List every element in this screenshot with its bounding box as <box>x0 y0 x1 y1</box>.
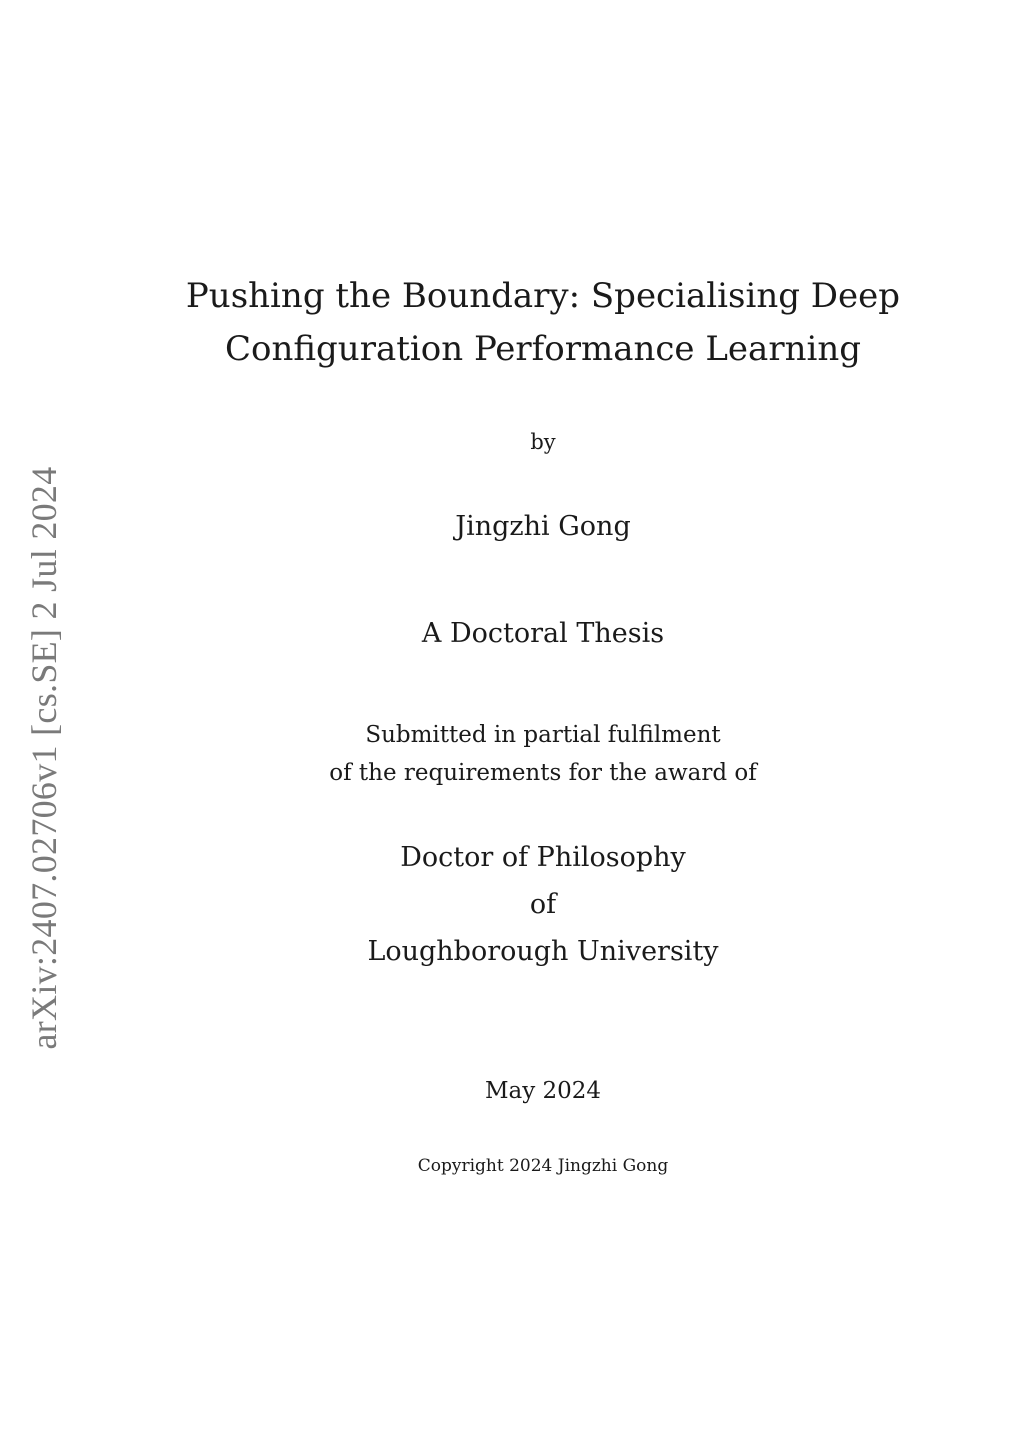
title-line-1: Pushing the Boundary: Specialising Deep <box>185 276 901 316</box>
degree-of: of <box>529 889 557 920</box>
thesis-title <box>180 270 906 376</box>
submission-date: May 2024 <box>484 1078 602 1104</box>
author-name: Jingzhi Gong <box>455 511 631 542</box>
copyright-notice: Copyright 2024 Jingzhi Gong <box>417 1156 669 1176</box>
arxiv-identifier-stamp: arXiv:2407.02706v1 [cs.SE] 2 Jul 2024 <box>24 466 64 1050</box>
title-line-2: Configuration Performance Learning <box>224 329 862 369</box>
submission-statement-line-2: of the requirements for the award of <box>329 760 757 786</box>
thesis-title-page <box>180 0 906 1448</box>
thesis-type: A Doctoral Thesis <box>421 618 665 649</box>
degree-name: Doctor of Philosophy <box>400 842 686 873</box>
by-label: by <box>530 430 556 454</box>
submission-statement-line-1: Submitted in partial fulfilment <box>365 722 721 748</box>
university-name: Loughborough University <box>367 936 719 967</box>
